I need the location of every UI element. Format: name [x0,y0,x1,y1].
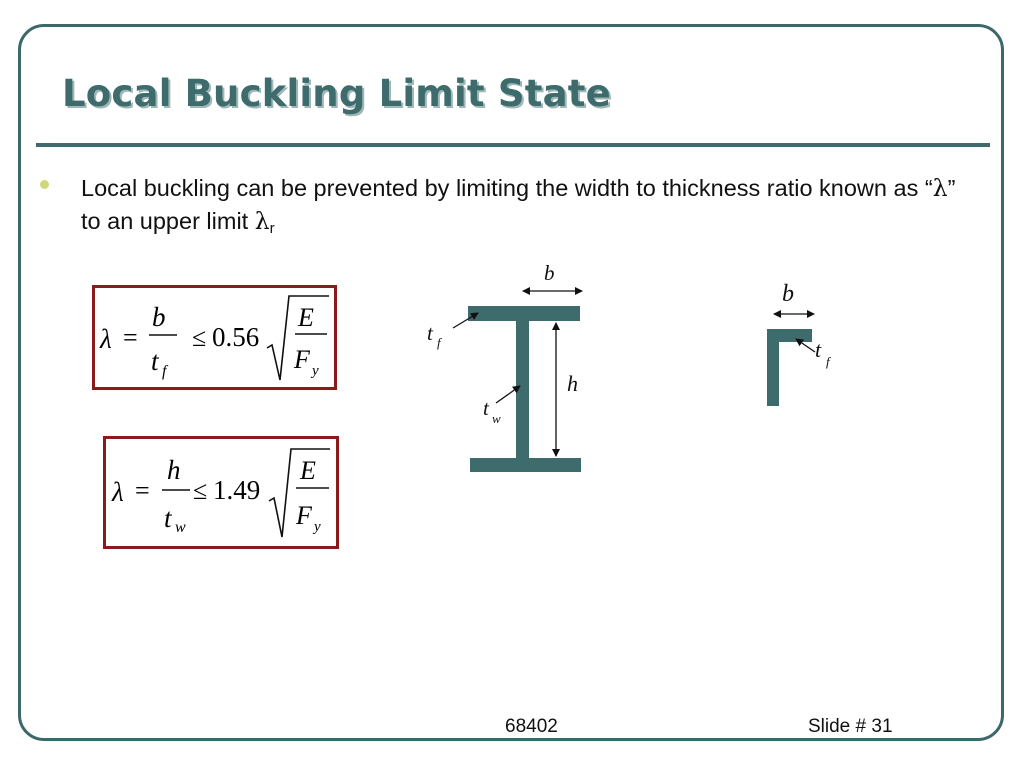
footer-course-number: 68402 [505,716,558,737]
bullet-text-middle: ” to an upper limit [81,175,956,234]
angle-vertical-leg [767,329,779,406]
angle-label-tf: t [815,337,822,362]
i-label-b: b [544,261,555,285]
eq2-numerator: h [167,455,181,485]
eq1-denominator: t [151,346,159,376]
eq2-coefficient: 1.49 [213,475,261,505]
bullet-lambda-r-subscript: r [269,220,275,237]
i-label-tw: t [483,396,489,420]
i-label-tw-sub: w [492,411,501,426]
bullet-lambda-r: λ [254,207,270,235]
eq2-relation: ≤ [193,476,208,505]
i-label-tf: t [427,321,433,345]
i-section-top-flange [468,306,580,321]
i-label-h: h [567,371,578,396]
eq1-coefficient: 0.56 [212,322,260,352]
footer-slide-number: Slide # 31 [808,716,893,737]
i-section-diagram [427,261,582,472]
bullet-lambda: λ [932,174,948,202]
angle-label-tf-sub: f [826,354,830,369]
eq2-radical-denominator-sub: y [314,519,321,535]
eq2-lambda: λ [112,477,124,507]
i-label-tf-sub: f [437,335,441,350]
eq2-denominator-sub: w [175,519,186,536]
slide-title: Local Buckling Limit State [62,72,611,115]
eq1-denominator-sub: f [162,363,167,380]
eq1-lambda: λ [100,324,112,354]
eq1-relation: ≤ [192,323,207,352]
eq1-radical-denominator-sub: y [312,363,319,379]
eq1-equals: = [123,323,138,352]
eq2-radical-denominator: F [296,501,312,530]
angle-section-diagram [767,281,832,406]
i-section-bottom-flange [470,458,581,472]
eq2-denominator: t [164,503,172,533]
eq1-numerator: b [152,302,166,332]
i-section-web [516,321,529,458]
bullet-text-before: Local buckling can be prevented by limiting the width to thickness ratio known as “ [81,175,933,201]
eq2-radical-numerator: E [300,456,316,485]
eq1-radical-numerator: E [298,303,314,332]
eq1-radical-denominator: F [294,345,310,374]
eq2-equals: = [135,476,150,505]
angle-label-b: b [782,281,794,307]
